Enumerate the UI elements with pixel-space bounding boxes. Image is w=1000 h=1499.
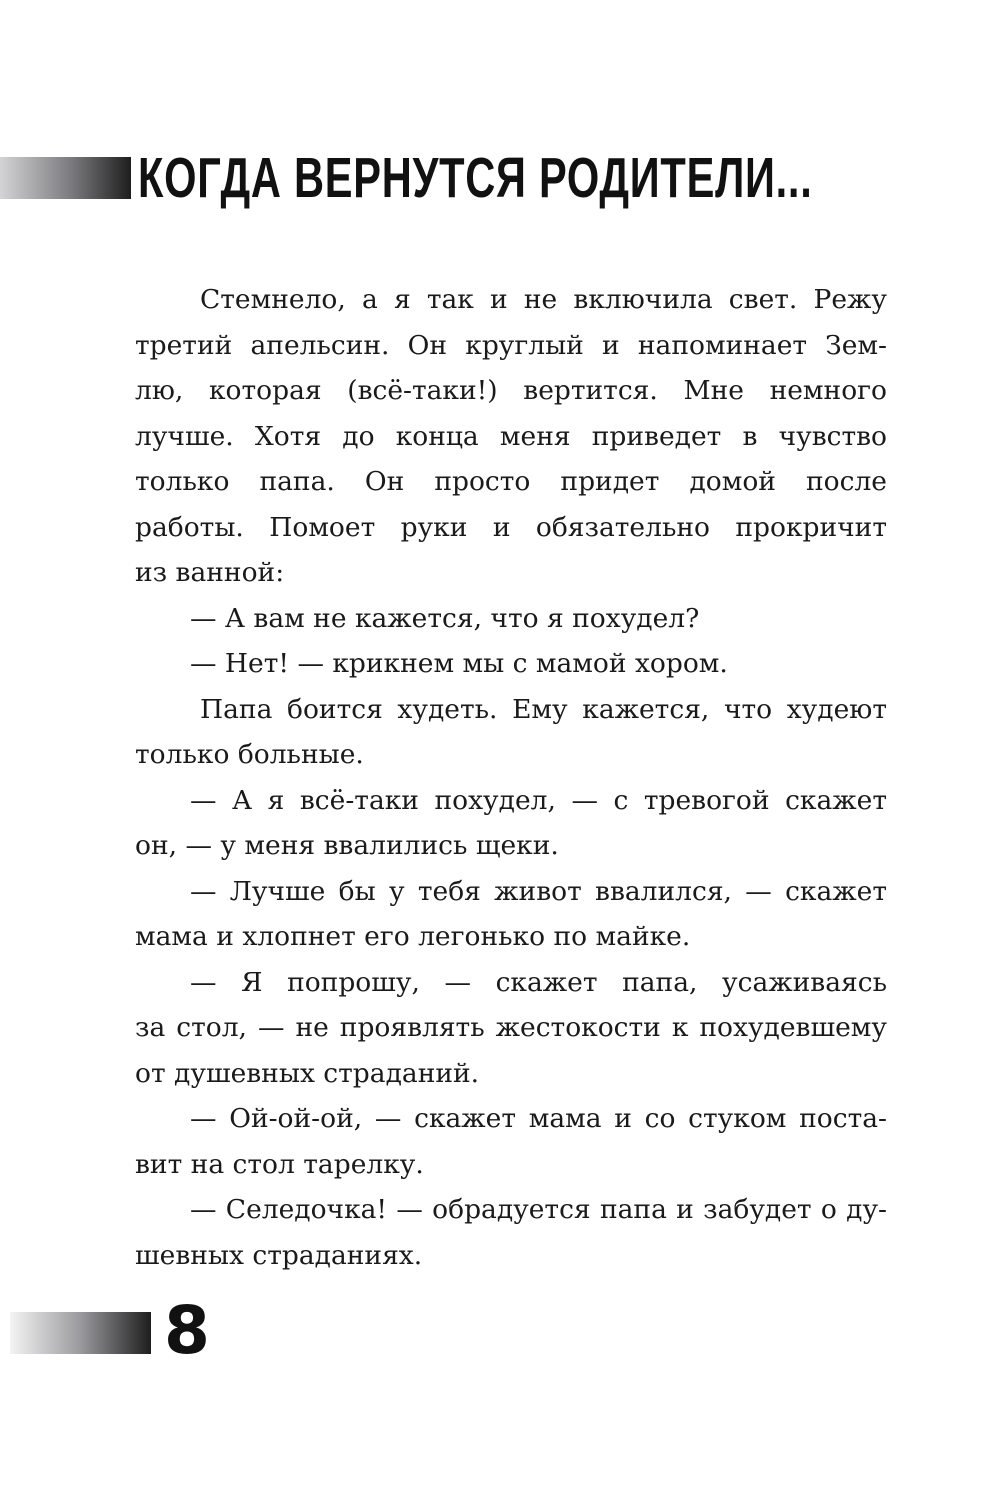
paragraph	[135, 1187, 887, 1278]
text-line: третий апельсин. Он круглый и напоминает Зем-	[135, 329, 887, 361]
text-line: из ванной:	[135, 557, 285, 588]
text-line: — А вам не кажется, что я похудел?	[190, 602, 700, 634]
text-line: лю, которая (всё-таки!) вертится. Мне немного	[135, 375, 887, 406]
text-line: — Селедочка! — обрадуется папа и забудет о ду-	[190, 1194, 887, 1225]
text-line: только больные.	[135, 739, 364, 770]
paragraph	[135, 596, 887, 642]
text-line: вит на стол тарелку.	[135, 1148, 424, 1180]
page-number: 8	[164, 1292, 210, 1369]
text-line: шевных страданиях.	[135, 1239, 423, 1271]
text-line: от душевных страданий.	[135, 1057, 480, 1089]
chapter-title: КОГДА ВЕРНУТСЯ РОДИТЕЛИ...	[138, 146, 813, 210]
text-line: Стемнело, а я так и не включила свет. Режу	[200, 284, 887, 315]
paragraph	[135, 960, 887, 1097]
text-line: за стол, — не проявлять жестокости к похудевшему	[135, 1012, 887, 1043]
text-line: Папа боится худеть. Ему кажется, что худеют	[200, 693, 887, 725]
text-line: — Я попрошу, — скажет папа, усаживаясь	[190, 966, 887, 998]
text-line: лучше. Хотя до конца меня приведет в чувство	[135, 420, 887, 452]
paragraph	[135, 641, 887, 687]
paragraph	[135, 778, 887, 869]
text-line: — Ой-ой-ой, — скажет мама и со стуком поста-	[190, 1103, 887, 1134]
body-text	[135, 277, 887, 1278]
paragraph	[135, 1096, 887, 1187]
paragraph	[135, 869, 887, 960]
text-line: работы. Помоет руки и обязательно прокричит	[135, 511, 887, 543]
paragraph	[135, 687, 887, 778]
text-line: он, — у меня ввалились щеки.	[135, 830, 559, 861]
text-line: — Нет! — крикнем мы с мамой хором.	[190, 648, 728, 679]
text-line: только папа. Он просто придет домой после	[135, 466, 887, 497]
text-line: — А я всё-таки похудел, — с тревогой скажет	[190, 784, 887, 816]
title-gradient-bar	[0, 157, 131, 199]
page-number-gradient-bar	[10, 1312, 151, 1354]
text-line: мама и хлопнет его легонько по майке.	[135, 921, 691, 952]
text-line: — Лучше бы у тебя живот ввалился, — скажет	[190, 875, 887, 907]
paragraph	[135, 277, 887, 596]
